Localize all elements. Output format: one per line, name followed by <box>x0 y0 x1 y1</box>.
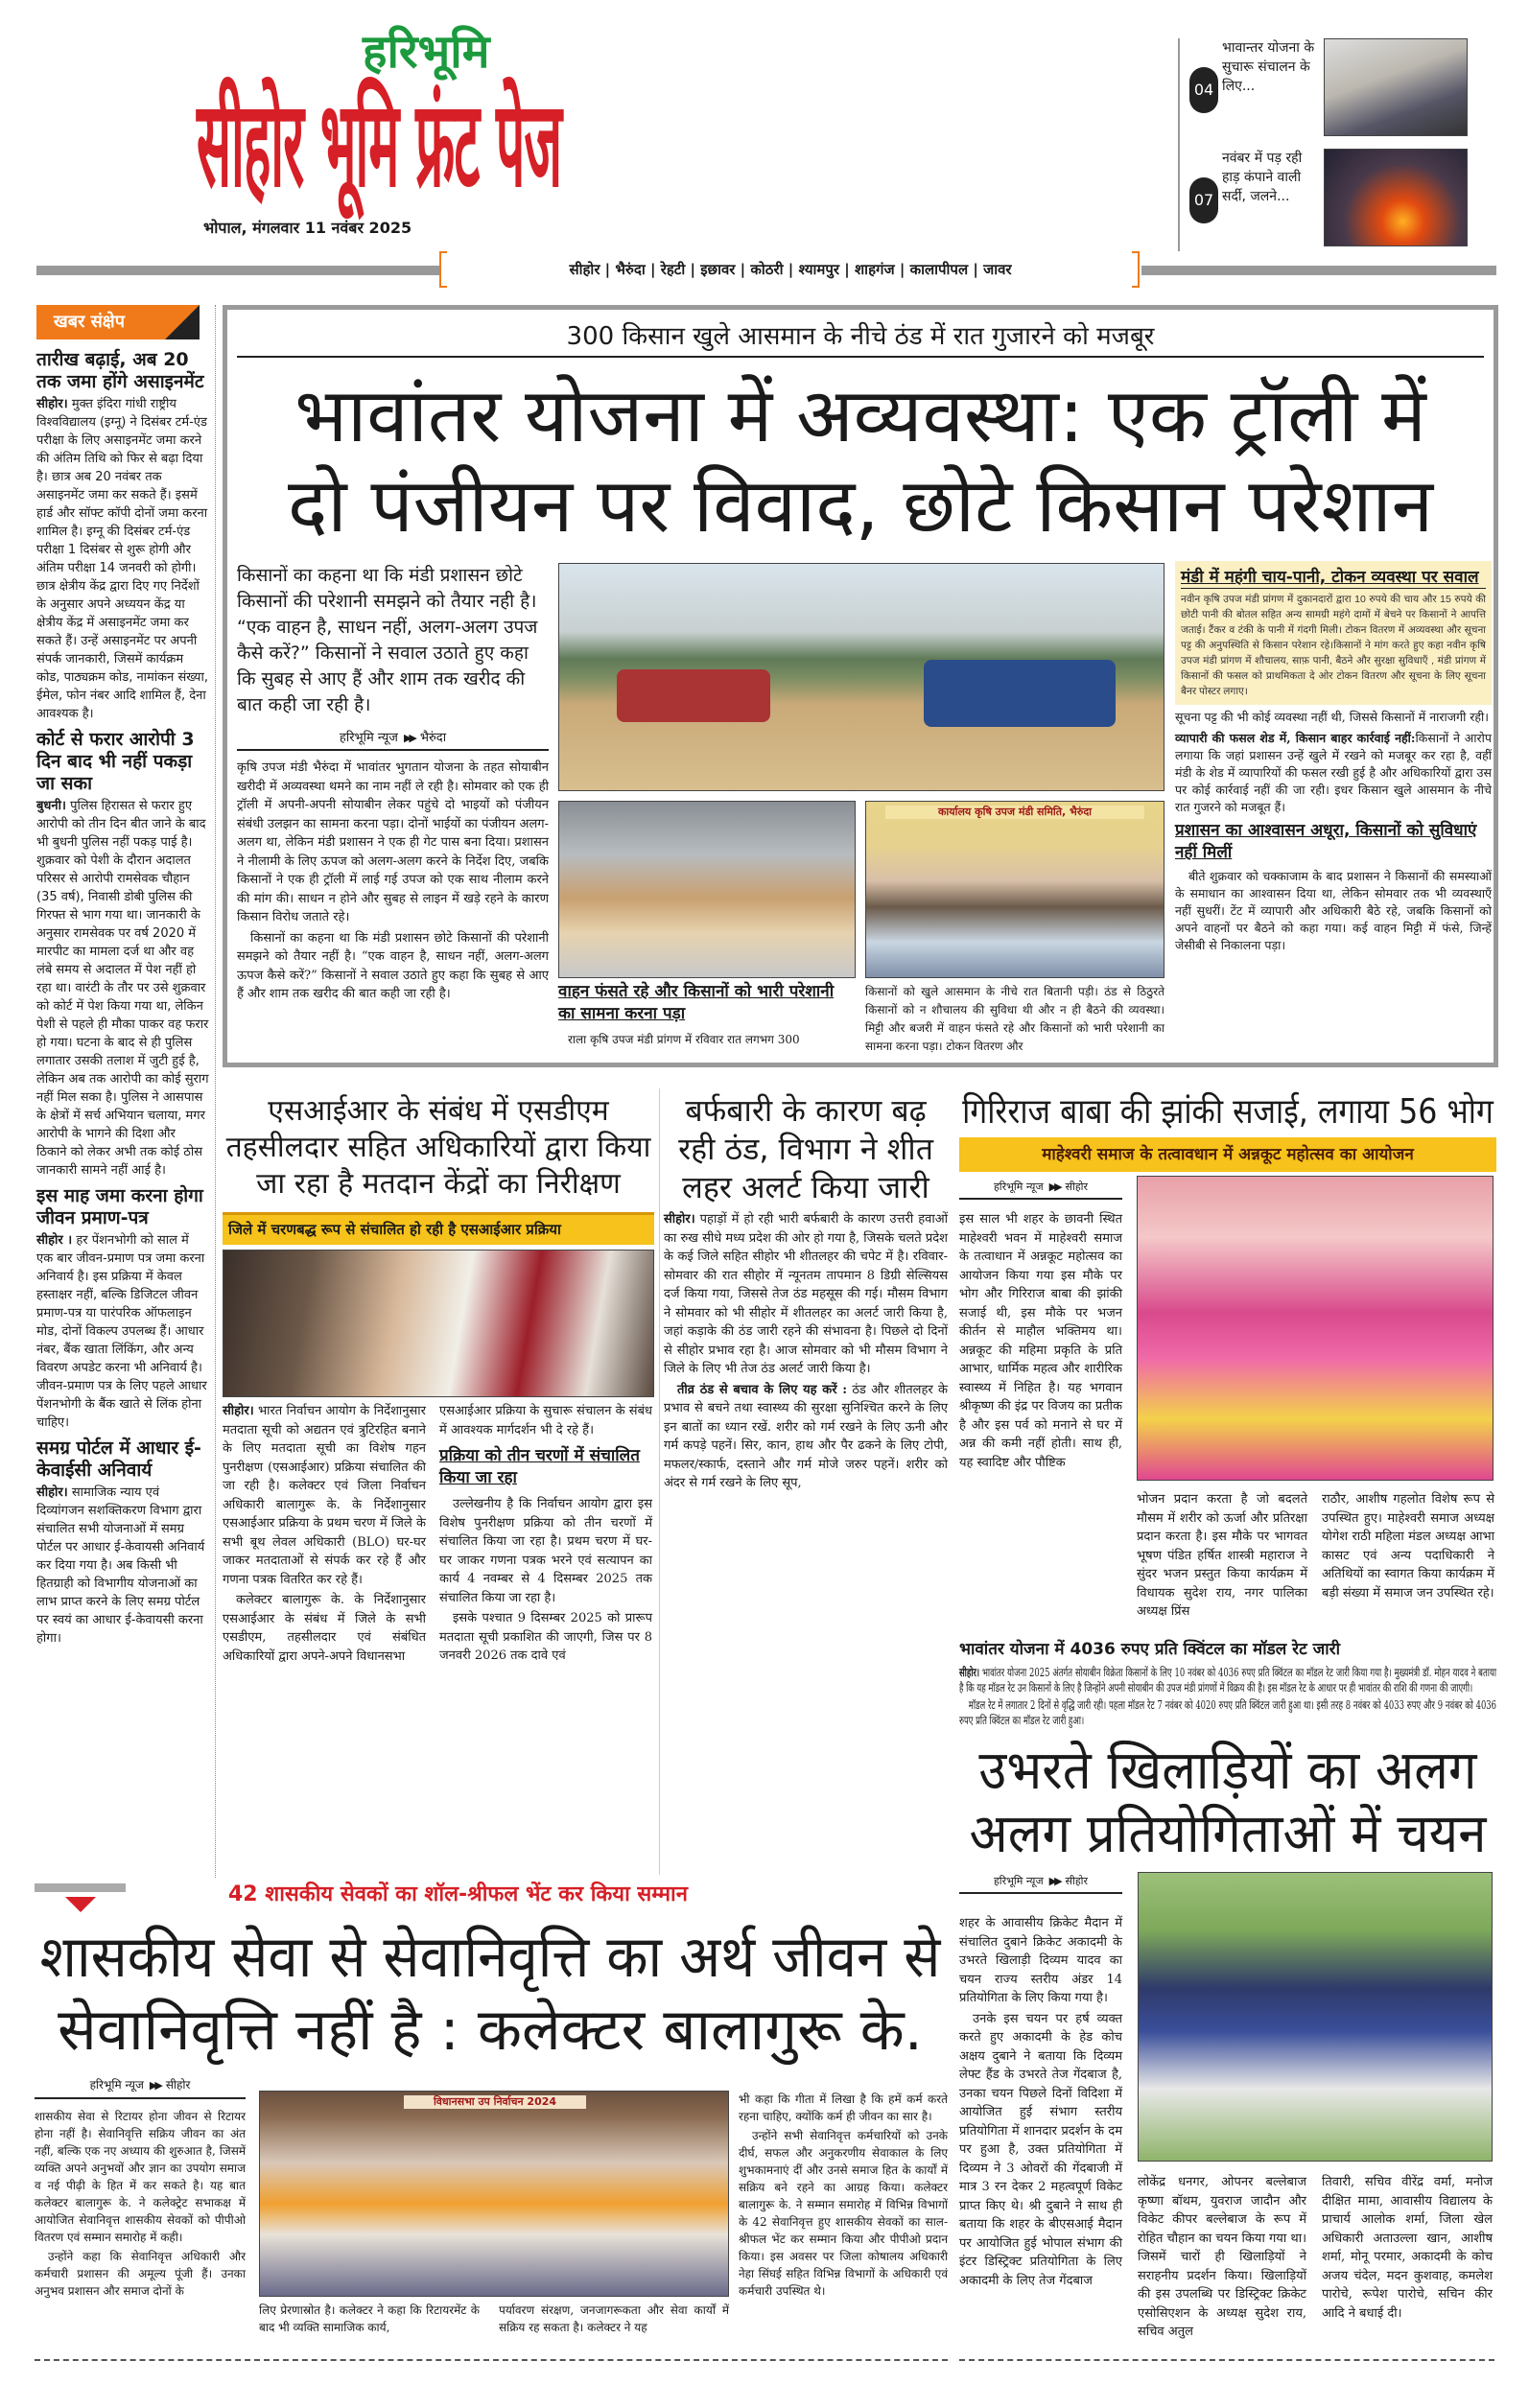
sidebar-title: मंडी में महंगी चाय-पानी, टोकन व्यवस्था पर सवाल <box>1181 567 1486 589</box>
byline-source: हरिभूमि न्यूज <box>339 731 398 745</box>
weather-body <box>664 1210 948 1495</box>
model-rate-para-2: मॉडल रेट में लगातार 2 दिनों से वृद्धि जारी रही। पहला मॉडल रेट 7 नवंबर को 4020 रुपए प्रति क्विंटल जारी हुआ था। इसी तरह 8 नवंबर को 4033 रुपए और 9 नवंबर को 4036 रुपए प्रति क्विंटल का मॉडल रेट जारी हुआ। <box>959 1698 1496 1727</box>
brief-dateline: बुधनी। <box>36 799 66 813</box>
lead-kicker: 300 किसान खुले आसमान के नीचे ठंड में रात गुजारने को मजबूर <box>237 321 1484 358</box>
brief-headline: तारीख बढ़ाई, अब 20 तक जमा होंगे असाइनमेंट <box>36 349 204 392</box>
nav-bracket-right <box>1132 251 1140 288</box>
photo-caption-body: राला कृषि उपज मंडी प्रांगण में रविवार रात लगभग 300 <box>568 1033 800 1046</box>
news-brief-column <box>36 305 209 1874</box>
retire-headline-line-2: सेवानिवृत्ति नहीं है : कलेक्टर बालागुरू के. <box>58 1997 923 2064</box>
retire-para: शासकीय सेवा से रिटायर होना जीवन से रिटायर होना नहीं है। सेवानिवृत्ति सक्रिय जीवन का अंत नहीं, बल्कि एक नए अध्याय की शुरुआत है, जिसमें व्यक्ति अपने अनुभवों और ज्ञान का उपयोग समाज व नई पीढ़ी के हित में कर सकते है। यह बात कलेक्टर बालागुरू के. ने कलेक्ट्रेट सभाकक्ष में आयोजित सेवानिवृत्त शासकीय सेवकों को पीपीओ वितरण एवं सम्मान समारोह में कही। <box>35 2110 246 2244</box>
office-sign: कार्यालय कृषि उपज मंडी समिति, भैरुंदा <box>885 806 1144 819</box>
nav-city-link[interactable]: जावर <box>983 261 1012 278</box>
brief-body <box>36 1484 209 1648</box>
column-divider <box>215 305 216 1878</box>
brief-body <box>36 797 209 1180</box>
tractor-shape <box>617 669 770 722</box>
sir-col2-para: इसके पश्चात 9 दिसम्बर 2025 को प्रारूप मतदाता सूची प्रकाशित की जाएगी, जिस पर 8 जनवरी 2026 तक दावे एवं <box>439 1611 652 1663</box>
sir-text: भारत निर्वाचन आयोग के निर्देशानुसार मतदाता सूची को अद्यतन एवं त्रुटिरहित बनाने के लिए मतदाता सूची का विशेष गहन पुनरीक्षण (एसआईआर) प्रक्रिया संचालित की जा रही है। कलेक्टर एवं जिला निर्वाचन अधिकारी बालागुरू के. के निर्देशानुसार एसआईआर प्रक्रिया के प्रथम चरण में जिले के सभी बूथ लेवल अधिकारी (BLO) घर-घर जाकर मतदाताओं से संपर्क कर रहे हैं और गणना पत्रक वितरित कर रहे हैं। <box>223 1404 426 1587</box>
sir-col2-top: एसआईआर प्रक्रिया के सुचारू संचालन के संबंध में आवश्यक मार्गदर्शन भी दे रहे हैं। <box>439 1404 652 1438</box>
brief-body <box>36 1231 209 1432</box>
teaser-photo-bonfire <box>1324 149 1468 246</box>
photo-sir-officials <box>223 1250 654 1397</box>
giriraj-column-2: भोजन प्रदान करता है जो बदलते मौसम में शरीर को ऊर्जा और प्रतिरक्षा प्रदान करता है। इस मौके पर भागवत भूषण पंडित हर्षित शास्त्री महाराज ने सुंदर भजन प्रस्तुत किया कार्यक्रम में विधायक सुदेश राय, नगर पालिका अध्यक्ष प्रिंस <box>1137 1492 1307 1619</box>
weather-para-2: ठंड और शीतलहर के प्रभाव से बचने तथा स्वास्थ्य की सुरक्षा सुनिश्चित करने के लिए इन बातों का ध्यान रखें. शरीर को गर्म रखने के लिए ऊनी और गर्म कपड़े पहनें। सिर, कान, हाथ और पैर ढकने के लिए टोपी, मफलर/स्कार्फ, दस्ताने और गर्म मोजे जरुर पहनें। शरीर को अंदर से गर्म रखने के लिए सूप, <box>664 1382 949 1490</box>
model-rate-para-1: भावांतर योजना 2025 अंतर्गत सोयाबीन विक्रेता किसानों के लिए 10 नवंबर को 4036 रुपए प्रति क्विंटल का मॉडल रेट जारी किया गया है। मुख्यमंत्री डॉ. मोहन यादव ने बताया है कि यह मॉडल रेट उन किसानों के लिए है जिन्होंने अपनी सोयाबीन की उपज मंडी प्रांगणों में विक्रय की है। इस मॉडल रेट के आधार पर ही भावांतर की राशि की गणना की जाएगी। <box>959 1666 1496 1695</box>
giriraj-column-3: राठौर, आशीष गहलोत विशेष रूप से उपस्थित हुए। माहेश्वरी समाज अध्यक्ष योगेश राठी महिला मंडल अध्यक्ष आभा कासट एवं अन्य पदाधिकारी ने अतिथियों का स्वागत किया कार्यक्रम में बड़ी संख्या में समाज जन उपस्थित रहे। <box>1322 1492 1494 1601</box>
lead-pullquote: किसानों का कहना था कि मंडी प्रशासन छोटे किसानों की परेशानी समझने को तैयार नही है। “एक वाहन है, साधन नहीं, अलग-अलग उपज कैसे करें?” किसानों ने सवाल उठाते हुए कहा कि सुबह से आए हैं और शाम तक खरीद की बात कही जा रही है। <box>237 565 538 715</box>
retire-para: उन्होंने सभी सेवानिवृत्त कर्मचारियों को उनके दीर्घ, सफल और अनुकरणीय सेवाकाल के लिए शुभकामनाएं दीं और उनसे समाज हित के कार्यों में सक्रिय बने रहने का आग्रह किया। कलेक्टर बालागुरू के. ने सम्मान समारोह में विभिन्न विभागों के 42 सेवानिवृत्त हुए शासकीय सेवकों का साल-श्रीफल भेंट कर सम्मान किया और पीपीओ प्रदान किया। इस अवसर पर जिला कोषालय अधिकारी नेहा सिंघई सहित विभिन्न विभागों के अधिकारी एवं कर्मचारी उपस्थित थे। <box>739 2129 948 2298</box>
retire-para: उन्होंने कहा कि सेवानिवृत्त अधिकारी और कर्मचारी प्रशासन की अमूल्य पूंजी हैं। उनका अनुभव प्रशासन और समाज दोनों के <box>35 2250 246 2298</box>
teaser-text: भावान्तर योजना के सुचारू संचालन के लिए... <box>1222 40 1315 94</box>
lead-right-column <box>1175 561 1492 954</box>
byline-source: हरिभूमि न्यूज <box>89 2078 144 2092</box>
teaser-text: नवंबर में पड़ रही हाड़ कंपाने वाली सर्दी, जलने... <box>1222 151 1303 204</box>
byline-arrow-icon: ▶▶ <box>403 732 414 744</box>
nav-separator: | <box>685 261 701 278</box>
nav-city-link[interactable]: सीहोर <box>569 261 600 278</box>
brief-text: सामाजिक न्याय एवं दिव्यांगजन सशक्तिकरण विभाग द्वारा संचालित सभी योजनाओं में समग्र पोर्टल पर आधार ई-केवायसी अनिवार्य कर दिया गया है। अब किसी भी हितग्राही को विभागीय योजनाओं का लाभ प्राप्त करने के लिए समग्र पोर्टल पर स्वयं का आधार ई-केवायसी करना होगा। <box>36 1485 205 1646</box>
byline-arrow-icon: ▶▶ <box>1048 1875 1060 1887</box>
byline-place: सीहोर <box>1065 1875 1089 1887</box>
byline-place: भैरुंदा <box>419 731 447 745</box>
brief-dateline: सीहोर। <box>36 1485 68 1500</box>
nav-separator: | <box>600 261 616 278</box>
nav-rule-left <box>36 266 439 275</box>
nav-separator: | <box>839 261 855 278</box>
sir-headline: एसआईआर के संबंध में एसडीएम तहसीलदार सहित अधिकारियों द्वारा किया जा रहा है मतदान केंद्रों का निरीक्षण <box>225 1094 651 1201</box>
retire-headline-line-1: शासकीय सेवा से सेवानिवृत्ति का अर्थ जीवन से <box>39 1924 941 1991</box>
weather-subhead: तीव्र ठंड से बचाव के लिए यह करें : <box>677 1382 848 1397</box>
bottom-dashed-rule <box>959 2359 1494 2361</box>
byline-source: हरिभूमि न्यूज <box>993 1181 1044 1193</box>
cricket-column-3: तिवारी, सचिव वीरेंद्र वर्मा, मनोज दीक्षित मामा, आवासीय विद्यालय के प्राचार्य आलोक शर्मा, जिला खेल अधिकारी अताउल्ला खान, आशीष शर्मा, मोनू परमार, अकादमी के कोच अजय चंदेल, मदन कुशवाह, कमलेश पारोचे, रूपेश पारोचे, सचिन कीर आदि ने बधाई दी। <box>1322 2175 1493 2321</box>
model-rate-body <box>959 1665 1496 1730</box>
brief-text: मुक्त इंदिरा गांधी राष्ट्रीय विश्वविद्यालय (इग्नू) ने दिसंबर टर्म-एंड परीक्षा के लिए असाइनमेंट जमा करने की अंतिम तिथि को फिर से बढ़ा दिया है। छात्र अब 20 नवंबर तक असाइनमेंट जमा कर सकते हैं। इसमें हार्ड और सॉफ्ट कॉपी दोनों जमा करना शामिल है। इग्नू की दिसंबर टर्म-एंड परीक्षा 1 दिसंबर से शुरू होगी और अंतिम परीक्षा 14 जनवरी को होगी। छात्र क्षेत्रीय केंद्र द्वारा दिए गए निर्देशों के अनुसार अपने अध्ययन केंद्र या क्षेत्रीय केंद्र में असाइनमेंट जमा कर सकते हैं। उन्हें असाइनमेंट पर अपनी संपर्क जानकारी, जिसमें कार्यक्रम कोड, पाठ्यक्रम कोड, नामांकन संख्या, ईमेल, फोन नंबर आदि शामिल हैं, देना आवश्यक है। <box>36 397 208 721</box>
tractor-shape <box>924 660 1116 727</box>
photo-farmers-office <box>865 801 1164 978</box>
nav-city-link[interactable]: श्यामपुर <box>798 261 840 278</box>
lead-byline <box>237 728 549 751</box>
lead-left-column <box>237 563 549 1006</box>
nav-city-link[interactable]: इछावर <box>700 261 736 278</box>
retire-column-3: पर्यावरण संरक्षण, जनजागरूकता और सेवा कार्यों में सक्रिय रह सकता है। कलेक्टर ने यह <box>499 2303 729 2334</box>
brief-headline: कोर्ट से फरार आरोपी 3 दिन बाद भी नहीं पकड़ा जा सका <box>36 729 195 794</box>
byline-arrow-icon: ▶▶ <box>1048 1181 1060 1193</box>
lead-story <box>223 305 1498 1067</box>
giriraj-column-1: इस साल भी शहर के छावनी स्थित माहेश्वरी भवन में माहेश्वरी समाज के तत्वाधान में अन्नकूट महोत्सव का आयोजन किया गया इस मौके पर भोग और गिरिराज बाबा की झांकी सजाई थी, इस मौके पर भजन कीर्तन से माहौल भक्तिमय था। अन्नकूट की महिमा प्रकृति के प्रति आभार, धार्मिक महत्व और शारीरिक स्वास्थ्य में निहित है। यह भगवान श्रीकृष्ण की इंद्र पर विजय का प्रतीक है और इस पर्व को मनाने से घर में अन्न की कमी नहीं होती। साथ ही, यह स्वादिष्ट और पौष्टिक <box>959 1212 1122 1470</box>
nav-separator: | <box>968 261 984 278</box>
sir-dateline: सीहोर। <box>223 1404 254 1418</box>
lead-headline-line-2: दो पंजीयन पर विवाद, छोटे किसान परेशान <box>287 463 1434 549</box>
weather-headline: बर्फबारी के कारण बढ़ रही ठंड, विभाग ने शीत लहर अलर्ट किया जारी <box>678 1092 933 1205</box>
teaser-2[interactable] <box>1189 149 1496 249</box>
giriraj-headline: गिरिराज बाबा की झांकी सजाई, लगाया 56 भोग <box>962 1092 1494 1132</box>
dateline: भोपाल, मंगलवार 11 नवंबर 2025 <box>203 219 412 237</box>
teaser-page-number: 04 <box>1189 67 1218 113</box>
teaser-1[interactable] <box>1189 38 1496 139</box>
column-divider <box>659 1088 660 1875</box>
sir-paragraph <box>223 1402 426 1589</box>
brand-logo: हरिभूमि <box>363 25 490 79</box>
nav-bracket-left <box>439 251 447 288</box>
brief-body <box>36 395 209 723</box>
byline-place: सीहोर <box>1065 1181 1089 1193</box>
nav-separator: | <box>783 261 799 278</box>
cricket-column-2: लोकेंद्र धनगर, ओपनर बल्लेबाज कृष्णा बॉथम, युवराज जादौन और विकेट कीपर बल्लेबाज के रूप में रोहित चौहान का चयन किया गया था। जिसमें चारों ही खिलाड़ियों ने सराहनीय प्रदर्शन किया। खिलाड़ियों की इस उपलब्धि पर डिस्ट्रिक्ट क्रिकेट एसोसिएशन के अध्यक्ष सुदेश राय, सचिव अतुल <box>1138 2175 1306 2339</box>
sidebar-body: नवीन कृषि उपज मंडी प्रांगण में दुकानदारों द्वारा 10 रुपये की चाय और 15 रुपये की छोटी पानी की बोतल सहित अन्य सामग्री महंगे दामों में बेचने पर किसानों ने आपत्ति जताई। टैंकर व टंकी के पानी में गंदगी मिली। टोकन वितरण में अव्यवस्था और सूचना पट्ट की अनुपस्थिति से किसान परेशान रहे।किसानों ने मांग करते हुए कहा नवीन कृषि उपज मंडी प्रांगण में शौचालय, साफ़ पानी, बैठने और सुरक्षा सुविधाएँ , मंडी प्रांगण में किसानों की फसल को प्राथमिकता दे ओर टोकन वितरण और सूचना के लिए सूचना बैनर पोस्टर लगाए। <box>1181 594 1486 697</box>
retire-para: भी कहा कि गीता में लिखा है कि हमें कर्म करते रहना चाहिए, क्योंकि कर्म ही जीवन का सार है। <box>739 2092 948 2123</box>
trader-paragraph <box>1175 730 1492 816</box>
photo-banner: विधानसभा उप निर्वाचन 2024 <box>404 2095 586 2109</box>
sir-subhead: प्रक्रिया को तीन चरणों में संचालित किया जा रहा <box>439 1446 640 1487</box>
bottom-dashed-rule <box>35 2359 948 2361</box>
sir-strap: जिले में चरणबद्ध रूप से संचालित हो रही है एसआईआर प्रक्रिया <box>223 1212 654 1245</box>
lead-body <box>237 759 549 1004</box>
brief-text: हर पेंशनभोगी को साल में एक बार जीवन-प्रमाण पत्र जमा करना अनिवार्य है। इस प्रक्रिया में केवल हस्ताक्षर नहीं, बल्कि डिजिटल जीवन प्रमाण-पत्र या पारंपरिक ऑफलाइन मोड, दोनों विकल्प उपलब्ध हैं। आधार नंबर, बैंक खाता लिंकिंग, और अन्य विवरण अपडेट करना भी अनिवार्य है। जीवन-प्रमाण पत्र के लिए पहले आधार पेंशनभोगी के बैंक खाते से लिंक होना चाहिए। <box>36 1233 207 1430</box>
photo-mandi-shed <box>558 801 856 978</box>
weather-para-1: पहाड़ों में हो रही भारी बर्फबारी के कारण उत्तरी हवाओं का रुख सीधे मध्य प्रदेश की ओर हो गया है, जिसके चलते प्रदेश के कई जिले सहित सीहोर भी शीतलहर की चपेट में है। रविवार-सोमवार की रात सीहोर में न्यूनतम तापमान 8 डिग्री सेल्सियस दर्ज किया गया, जिससे तेज ठंड महसूस की गई। मौसम विभाग ने सोमवार को भी सीहोर में शीतलहर का अलर्ट जारी किया है, जहां कड़ाके की ठंड जारी रहने की संभावना है। पिछले दो दिनों से सीहोर प्रभाव रहा है। आज सोमवार को भी मौसम विभाग ने जिले के लिए भी तेज ठंड अलर्ट जारी किया है। <box>664 1212 948 1376</box>
label-corner-triangle <box>165 305 200 339</box>
byline-source: हरिभूमि न्यूज <box>993 1875 1044 1887</box>
chevron-down-icon <box>65 1897 96 1912</box>
lead-paragraph: किसानों का कहना था कि मंडी प्रशासन छोटे किसानों की परेशानी समझने को तैयार नहीं है। “एक वाहन है, साधन नहीं, अलग-अलग ऊपज कैसे करें?” किसानों ने सवाल उठाते हुए कहा कि सुबह से आए हैं और शाम तक खरीद की बात कही जा रही है। <box>237 930 549 1001</box>
brief-text: पुलिस हिरासत से फरार हुए आरोपी को तीन दिन बीत जाने के बाद भी बुधनी पुलिस नहीं पकड़ पाई है। शुक्रवार को पेशी के दौरान अदालत परिसर से आरोपी रामसेवक चौहान (35 वर्ष), निवासी डोबी पुलिस की गिरफ्त से भाग गया था। जानकारी के अनुसार रामसेवक पर वर्ष 2020 में मारपीट का मामला दर्ज था और वह लंबे समय से अदालत में पेश नहीं हो रहा था। वारंटी के तौर पर उसे शुक्रवार को कोर्ट में पेश किया गया था, लेकिन पेशी से पहले ही मौका पाकर वह फरार हो गया। घटना के बाद से ही पुलिस लगातार उसकी तलाश में जुटी हुई है, लेकिन अब तक आरोपी का कोई सुराग नहीं मिल सका है। पुलिस ने आसपास के क्षेत्रों में सर्च अभियान चलाया, मगर आरोपी के भागने की दिशा और ठिकाने को लेकर अभी तक कोई ठोस जानकारी सामने नहीं आई है। <box>36 799 209 1178</box>
news-brief-label-text: खबर संक्षेप <box>54 312 125 332</box>
nav-separator: | <box>735 261 751 278</box>
retire-byline <box>35 2077 246 2099</box>
lead-subhead-body: बीते शुक्रवार को चक्काजाम के बाद प्रशासन ने किसानों की समस्याओं के समाधान का आश्वासन दिया था, लेकिन सोमवार तक भी व्यवस्थाएँ नहीं सुधरीं। टेंट में व्यापारी और अधिकारी बैठे रहे, जबकि किसानों को अपने वाहनों पर बैठने को कहा गया। कई वाहन मिट्टी में फंसे, जिन्हें जेसीबी से निकालना पड़ा। <box>1175 869 1492 952</box>
news-brief-label <box>36 305 200 339</box>
brief-headline: इस माह जमा करना होगा जीवन प्रमाण-पत्र <box>36 1185 203 1228</box>
caption-block <box>558 981 856 1048</box>
photo-annakut-women <box>1137 1176 1494 1481</box>
byline-arrow-icon: ▶▶ <box>149 2079 160 2092</box>
photo-mandi-tractors <box>558 563 1164 791</box>
photo-cricket-players <box>1138 1872 1493 2162</box>
page-title: सीहोर भूमि फ्रंट पेज <box>197 76 562 214</box>
nav-city-link[interactable]: भैरुंदा <box>615 261 646 278</box>
city-nav <box>451 257 1130 282</box>
nav-separator: | <box>894 261 910 278</box>
cricket-para: उनके इस चयन पर हर्ष व्यक्त करते हुए अकादमी के हेड कोच अक्षय दुबाने ने बताया कि दिव्यम लेफ्ट हैंड के उभरते तेज गेंदबाज है, उनका चयन पिछले दिनों विदिशा में आयोजित हुई संभाग स्तरीय प्रतियोगिता में शानदार प्रदर्शन के दम पर हुआ है, उक्त प्रतियोगिता में दिव्यम ने 3 ओवरों की गेंदबाजी में मात्र 3 रन देकर 2 महत्वपूर्ण विकेट प्राप्त किए थे। श्री दुबाने ने साथ ही बताया कि शहर के बीएसआई मैदान पर आयोजित हुई भोपाल संभाग की इंटर डिस्ट्रिक्ट प्रतियोगिता के लिए अकादमी के लिए तेज गेंदबाज <box>959 2011 1122 2288</box>
paragraph-body: किसानों ने आरोप लगाया कि जहां प्रशासन उन्हें खुले में रखने को मजबूर कर रहा है, वहीं मंडी के शेड में व्यापारियों की फसल रखी हुई है और अधिकारियों द्वारा उस पर कोई कार्रवाई नहीं की जा रही। इधर किसान खुले आसमान के नीचे रात गुजरने को मजबूत हैं। <box>1175 731 1492 814</box>
lead-subhead: प्रशासन का आश्वासन अधूरा, किसानों को सुविधाएं नहीं मिलीं <box>1175 821 1477 862</box>
lead-paragraph: कृषि उपज मंडी भैरुंदा में भावांतर भुगतान योजना के तहत सोयाबीन खरीदी में अव्यवस्था थमने का नाम नहीं ले रही है। सोमवार को एक ही ट्रॉली में अपनी-अपनी सोयाबीन लेकर पहुंचे दो भाइयों को पंजीयन संबंधी उलझन का सामना करना पड़ा। दोनों भाईयों का पंजीयन अलग-अलग था, लेकिन मंडी प्रशासन ने एक ही गेट पास बना दिया। प्रशासन ने नीलामी के लिए ऊपज को अलग-अलग करने के निर्देश दिए, जबकि किसानों ने एक ही ट्रॉली में लाई गई उपज को एक साथ नीलाम करने की मांग की। साधन न होने और सुबह से लाइन में खड़े रहने के कारण किसान विरोध जताते रहे। <box>237 760 549 924</box>
nav-separator: | <box>645 261 661 278</box>
right-photo-text: किसानों को खुले आसमान के नीचे रात बितानी पड़ी। ठंड से ठिठुरते किसानों को न शौचालय की सुविधा थी और न ही बैठने की व्यवस्था। मिट्टी और बजरी में वाहन फंसते रहे और किसानों को भारी परेशानी का सामना करना पड़ा। टोकन वितरण और <box>865 985 1164 1053</box>
retire-column-2: लिए प्रेरणास्रोत है। कलेक्टर ने कहा कि रिटायरमेंट के बाद भी व्यक्ति सामाजिक कार्य, <box>259 2303 480 2334</box>
kicker-gray-bar <box>35 1883 126 1892</box>
retire-column-1 <box>35 2108 246 2302</box>
sir-column-2 <box>439 1402 652 1668</box>
lead-headline-line-1: भावांतर योजना में अव्यवस्था: एक ट्रॉली में <box>294 373 1426 459</box>
photo-retirees-group <box>259 2091 729 2297</box>
paragraph-lead: व्यापारी की फसल शेड में, किसान बाहर कार्रवाई नहीं: <box>1175 731 1416 745</box>
teaser-photo-meeting <box>1324 38 1468 136</box>
sir-column-1 <box>223 1402 426 1668</box>
sir-text: कलेक्टर बालागुरू के. के निर्देशानुसार एसआईआर के संबंध में जिले के सभी एसडीएम, तहसीलदार एवं संबंधित अधिकारियों द्वारा अपने-अपने विधानसभा <box>223 1593 426 1664</box>
retire-kicker: 42 शासकीय सेवकों का शॉल-श्रीफल भेंट कर किया सम्मान <box>228 1882 688 1906</box>
teaser-page-number: 07 <box>1189 177 1218 223</box>
brief-dateline: सीहोर । <box>36 1233 73 1248</box>
after-sidebar-text: सूचना पट्ट की भी कोई व्यवस्था नहीं थी, जिससे किसानों में नाराजगी रही। <box>1175 710 1490 724</box>
photo-caption-heading: वाहन फंसते रहे और किसानों को भारी परेशानी का सामना करना पड़ा <box>558 982 835 1023</box>
nav-city-link[interactable]: कोठरी <box>750 261 784 278</box>
giriraj-strap: माहेश्वरी समाज के तत्वावधान में अन्नकूट महोत्सव का आयोजन <box>959 1137 1496 1172</box>
giriraj-byline <box>959 1180 1122 1200</box>
weather-lead: सीहोर। <box>664 1212 695 1227</box>
cricket-para: शहर के आवासीय क्रिकेट मैदान में संचालित दुबाने क्रिकेट अकादमी के उभरते खिलाड़ी दिव्यम यादव का चयन राज्य स्तरीय अंडर 14 प्रतियोगिता के लिए किया गया है। <box>959 1916 1122 2005</box>
model-rate-headline: भावांतर योजना में 4036 रुपए प्रति क्विंटल का मॉडल रेट जारी <box>959 1640 1340 1659</box>
nav-city-link[interactable]: कालापीपल <box>909 261 969 278</box>
model-rate-lead: सीहोर। <box>959 1666 980 1679</box>
sidebar-box <box>1175 561 1492 705</box>
cricket-headline: उभरते खिलाड़ियों का अलग अलग प्रतियोगिताओं में चयन <box>969 1740 1487 1865</box>
teaser-panel <box>1178 38 1499 251</box>
retire-column-4 <box>739 2091 948 2302</box>
nav-rule-right <box>1141 266 1496 275</box>
sir-paragraph <box>223 1591 426 1666</box>
cricket-byline <box>959 1874 1122 1894</box>
cricket-column-1 <box>959 1914 1122 2292</box>
brief-dateline: सीहोर। <box>36 397 68 411</box>
sir-col2-para: उल्लेखनीय है कि निर्वाचन आयोग द्वारा इस विशेष पुनरीक्षण प्रक्रिया को तीन चरणों में संचालित किया जा रहा है। प्रथम चरण में घर-घर जाकर गणना पत्रक भरने एवं सत्यापन का कार्य 4 नवम्बर से 4 दिसम्बर 2025 तक संचालित किया जा रहा है। <box>439 1497 652 1605</box>
nav-city-link[interactable]: शाहगंज <box>854 261 895 278</box>
byline-place: सीहोर <box>165 2078 191 2092</box>
nav-city-link[interactable]: रेहटी <box>660 261 686 278</box>
brief-headline: समग्र पोर्टल में आधार ई- केवाईसी अनिवार्य <box>36 1438 201 1481</box>
